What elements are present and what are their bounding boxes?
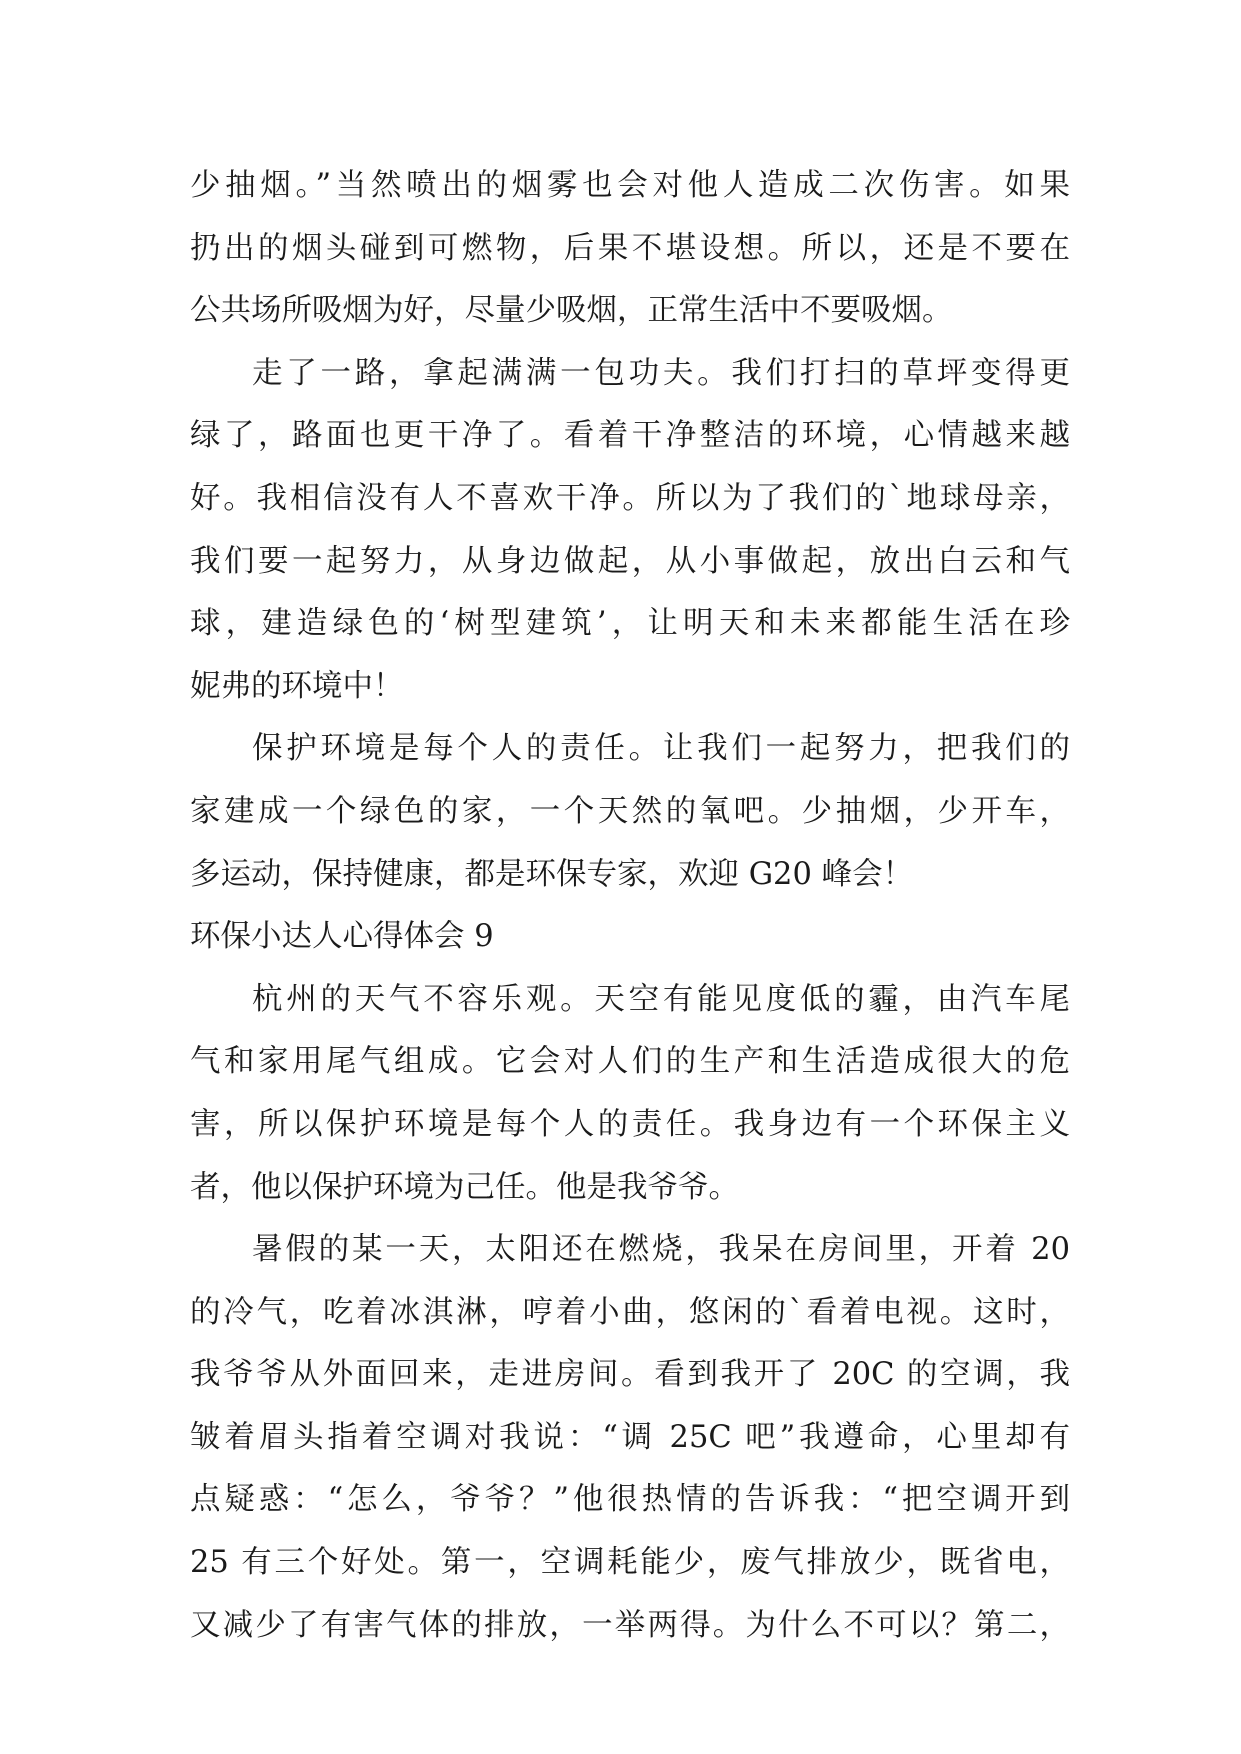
text-line: 公共场所吸烟为好，尽量少吸烟，正常生活中不要吸烟。 (190, 293, 953, 329)
text-line: 走了一路，拿起满满一包功夫。我们打扫的草坪变得更 (252, 355, 1070, 391)
text-line: 少抽烟。”当然喷出的烟雾也会对他人造成二次伤害。如果 (190, 168, 1070, 203)
text-line: 害，所以保护环境是每个人的责任。我身边有一个环保主义 (190, 1106, 1070, 1142)
document-body (190, 155, 1070, 1657)
text-line: 家建成一个绿色的家，一个天然的氧吧。少抽烟，少开车， (190, 793, 1070, 829)
text-line: 气和家用尾气组成。它会对人们的生产和生活造成很大的危 (190, 1044, 1070, 1080)
text-line: 我们要一起努力，从身边做起，从小事做起，放出白云和气 (190, 543, 1070, 579)
text-line: 又减少了有害气体的排放，一举两得。为什么不可以？第二， (190, 1607, 1070, 1643)
text-line: 杭州的天气不容乐观。天空有能见度低的霾，由汽车尾 (252, 981, 1070, 1017)
text-line: 皱着眉头指着空调对我说：“调 25C 吧”我遵命，心里却有 (190, 1419, 1070, 1455)
text-line: 者，他以保护环境为己任。他是我爷爷。 (190, 1169, 739, 1205)
text-line: 妮弗的环境中！ (190, 668, 404, 704)
text-line: 的冷气，吃着冰淇淋，哼着小曲，悠闲的`看着电视。这时， (190, 1294, 1070, 1330)
text-line: 环保小达人心得体会 9 (190, 919, 494, 955)
text-line: 扔出的烟头碰到可燃物，后果不堪设想。所以，还是不要在 (190, 230, 1070, 266)
text-line: 好。我相信没有人不喜欢干净。所以为了我们的`地球母亲， (190, 480, 1070, 516)
text-line: 绿了，路面也更干净了。看着干净整洁的环境，心情越来越 (190, 418, 1070, 454)
text-line: 暑假的某一天，太阳还在燃烧，我呆在房间里，开着 20 (252, 1232, 1070, 1268)
text-line: 我爷爷从外面回来，走进房间。看到我开了 20C 的空调，我 (190, 1357, 1070, 1393)
text-line: 25 有三个好处。第一，空调耗能少，废气排放少，既省电， (190, 1545, 1070, 1581)
text-line: 保护环境是每个人的责任。让我们一起努力，把我们的 (252, 731, 1070, 767)
text-line: 点疑惑：“怎么，爷爷？”他很热情的告诉我：“把空调开到 (190, 1482, 1070, 1518)
text-line: 多运动，保持健康，都是环保专家，欢迎 G20 峰会！ (190, 856, 914, 892)
text-line: 球，建造绿色的‘树型建筑’，让明天和未来都能生活在珍 (190, 606, 1070, 642)
